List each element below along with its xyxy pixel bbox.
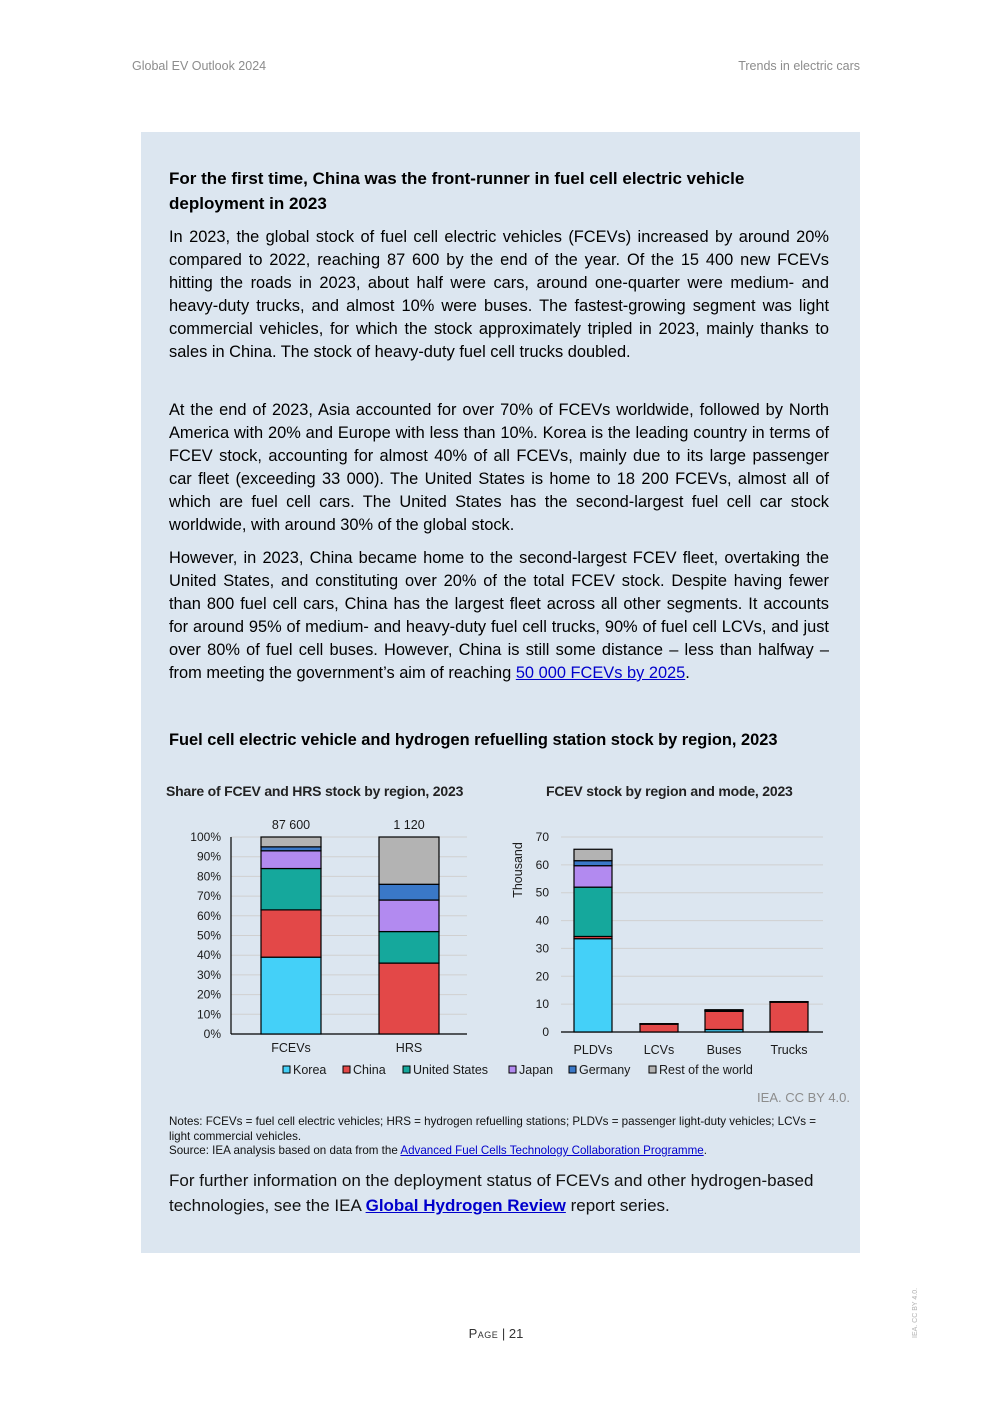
chart-2-y-tick-label: 40 bbox=[535, 913, 549, 928]
chart-2-bar-segment bbox=[574, 849, 612, 860]
legend-swatch bbox=[403, 1066, 410, 1073]
legend-label: China bbox=[353, 1063, 386, 1077]
figure-title: Fuel cell electric vehicle and hydrogen refuelling station stock by region, 2023 bbox=[169, 731, 778, 749]
chart-1-bar-segment bbox=[379, 837, 439, 884]
legend-label: Germany bbox=[579, 1063, 631, 1077]
chart-2-x-tick-label: Trucks bbox=[770, 1043, 808, 1057]
chart-2-y-tick-label: 20 bbox=[535, 969, 549, 984]
further-info bbox=[169, 1168, 829, 1218]
chart-1-total-label: 1 120 bbox=[393, 818, 425, 832]
document-section-title: Trends in electric cars bbox=[738, 59, 860, 73]
chart-1-bar-segment bbox=[379, 963, 439, 1034]
chart-2-bar-segment bbox=[574, 861, 612, 866]
chart-2-bar-segment bbox=[770, 1002, 808, 1032]
side-credit: IEA. CC BY 4.0. bbox=[912, 1287, 919, 1338]
chart-1-bar-segment bbox=[261, 851, 321, 869]
charts-svg bbox=[141, 132, 860, 1253]
chart-2-y-tick-label: 0 bbox=[542, 1025, 549, 1039]
chart-2-bar-segment bbox=[574, 939, 612, 1032]
paragraph-3-end: . bbox=[685, 664, 690, 682]
source-end: . bbox=[703, 1144, 707, 1157]
legend-swatch bbox=[343, 1066, 350, 1073]
legend-swatch bbox=[283, 1066, 290, 1073]
further-text: For further information on the deployment status of FCEVs and other hydrogen-based technologies, see the IEA bbox=[169, 1171, 814, 1215]
page-label: Page bbox=[468, 1326, 499, 1341]
chart-1-y-tick-label: 50% bbox=[196, 928, 221, 943]
paragraph-1: In 2023, the global stock of fuel cell electric vehicles (FCEVs) increased by around 20% compared to 2022, reaching 87 600 by the end of the year. Of the 15 400 new FCEVs hitting the roads in 2023, about half were cars, around one-quarter were medium- and heavy-duty trucks, and almost 10% were buses. The fastest-growing segment was light commercial vehicles, for which the stock approximately tripled in 2023, mainly thanks to sales in China. The stock of heavy-duty fuel cell trucks doubled. bbox=[169, 228, 829, 361]
chart-1-bar-segment bbox=[379, 900, 439, 932]
chart-credit: IEA. CC BY 4.0. bbox=[757, 1090, 850, 1105]
box-heading: For the first time, China was the front-runner in fuel cell electric vehicle deployment in 2023 bbox=[169, 169, 745, 213]
chart-2-y-tick-label: 10 bbox=[535, 997, 549, 1012]
legend-swatch bbox=[569, 1066, 576, 1073]
page-footer bbox=[0, 1326, 992, 1341]
page-number: | 21 bbox=[501, 1326, 524, 1341]
chart-2-bar-segment bbox=[640, 1024, 678, 1032]
legend-label: Korea bbox=[293, 1063, 327, 1077]
legend-label: Japan bbox=[519, 1063, 554, 1077]
chart-1-bar-segment bbox=[379, 884, 439, 900]
highlight-box bbox=[141, 132, 860, 1253]
legend-swatch bbox=[509, 1066, 516, 1073]
further-end: report series. bbox=[565, 1196, 670, 1215]
chart-1-y-tick-label: 20% bbox=[196, 987, 221, 1002]
chart-2-y-tick-label: 60 bbox=[535, 857, 549, 872]
chart-1-y-tick-label: 60% bbox=[196, 908, 221, 923]
chart-2-y-tick-label: 30 bbox=[535, 941, 549, 956]
chart-1-y-tick-label: 100% bbox=[190, 830, 221, 844]
chart-2-bar-segment bbox=[574, 866, 612, 887]
chart-1-total-label: 87 600 bbox=[271, 818, 311, 832]
chart-2-y-tick-label: 70 bbox=[535, 830, 549, 844]
paragraph-3-text: However, in 2023, China became home to the second-largest FCEV fleet, overtaking the United States, and constituting over 20% of the total FCEV stock. Despite having fewer than 800 fuel cell cars, China has the largest fleet across all other segments. It accounts for around 95% of medium- and heavy-duty fuel cell trucks, 90% of fuel cell LCVs, and just over 80% of fuel cell buses. However, China is still some distance – less than halfway – from meeting the government’s aim of reaching bbox=[169, 549, 829, 682]
chart-2-y-axis-label: Thousand bbox=[511, 842, 525, 898]
chart-2-y-tick-label: 50 bbox=[535, 885, 549, 900]
chart-1-bar-segment bbox=[261, 910, 321, 957]
source-link[interactable]: Advanced Fuel Cells Technology Collaboration Programme bbox=[400, 1144, 704, 1157]
chart-2-x-tick-label: LCVs bbox=[643, 1043, 675, 1057]
chart-2-x-tick-label: PLDVs bbox=[573, 1043, 613, 1057]
chart-1-y-tick-label: 70% bbox=[196, 889, 221, 904]
chart-1-bar-segment bbox=[379, 932, 439, 964]
chart-1-x-tick-label: FCEVs bbox=[271, 1041, 311, 1055]
legend-swatch bbox=[649, 1066, 656, 1073]
chart-1-y-tick-label: 80% bbox=[196, 869, 221, 884]
chart-1-y-tick-label: 40% bbox=[196, 948, 221, 963]
document-header-title: Global EV Outlook 2024 bbox=[132, 59, 267, 73]
chart-2-title: FCEV stock by region and mode, 2023 bbox=[546, 783, 793, 799]
chart-1-bar-segment bbox=[261, 837, 321, 847]
chart-2-bar-segment bbox=[574, 887, 612, 936]
chart-1-y-tick-label: 0% bbox=[203, 1027, 221, 1041]
chart-1-y-tick-label: 90% bbox=[196, 849, 221, 864]
paragraph-2: At the end of 2023, Asia accounted for over 70% of FCEVs worldwide, followed by North America with 20% and Europe with less than 10%. Korea is the leading country in terms of FCEV stock, accounting for almost 40% of all FCEVs, mainly due to its large passenger car fleet (exceeding 33 000). The United States is home to 18 200 FCEVs, almost all of which are fuel cell cars. The United States has the second-largest fuel cell car stock worldwide, with around 30% of the global stock. bbox=[169, 401, 829, 534]
global-hydrogen-review-link[interactable]: Global Hydrogen Review bbox=[365, 1196, 566, 1215]
figure-notes bbox=[169, 1115, 829, 1159]
source-line bbox=[169, 1144, 829, 1159]
legend-label: United States bbox=[413, 1063, 489, 1077]
source-prefix: Source: IEA analysis based on data from the bbox=[169, 1144, 401, 1157]
chart-1-y-tick-label: 10% bbox=[196, 1007, 221, 1022]
chart-2-bar-segment bbox=[705, 1011, 743, 1029]
legend-label: Rest of the world bbox=[659, 1063, 753, 1077]
chart-1-title: Share of FCEV and HRS stock by region, 2023 bbox=[166, 783, 464, 799]
chart-1-x-tick-label: HRS bbox=[395, 1041, 423, 1055]
chart-2-x-tick-label: Buses bbox=[706, 1043, 742, 1057]
chart-1-y-tick-label: 30% bbox=[196, 967, 221, 982]
chart-1-bar-segment bbox=[261, 869, 321, 910]
chart-1-bar-segment bbox=[261, 957, 321, 1034]
notes-line: Notes: FCEVs = fuel cell electric vehicles; HRS = hydrogen refuelling stations; PLDVs = passenger light-duty vehicles; LCVs = light commercial vehicles. bbox=[169, 1115, 816, 1143]
chart-2-bar-segment bbox=[705, 1010, 743, 1011]
fcev-target-link[interactable]: 50 000 FCEVs by 2025 bbox=[515, 664, 686, 682]
